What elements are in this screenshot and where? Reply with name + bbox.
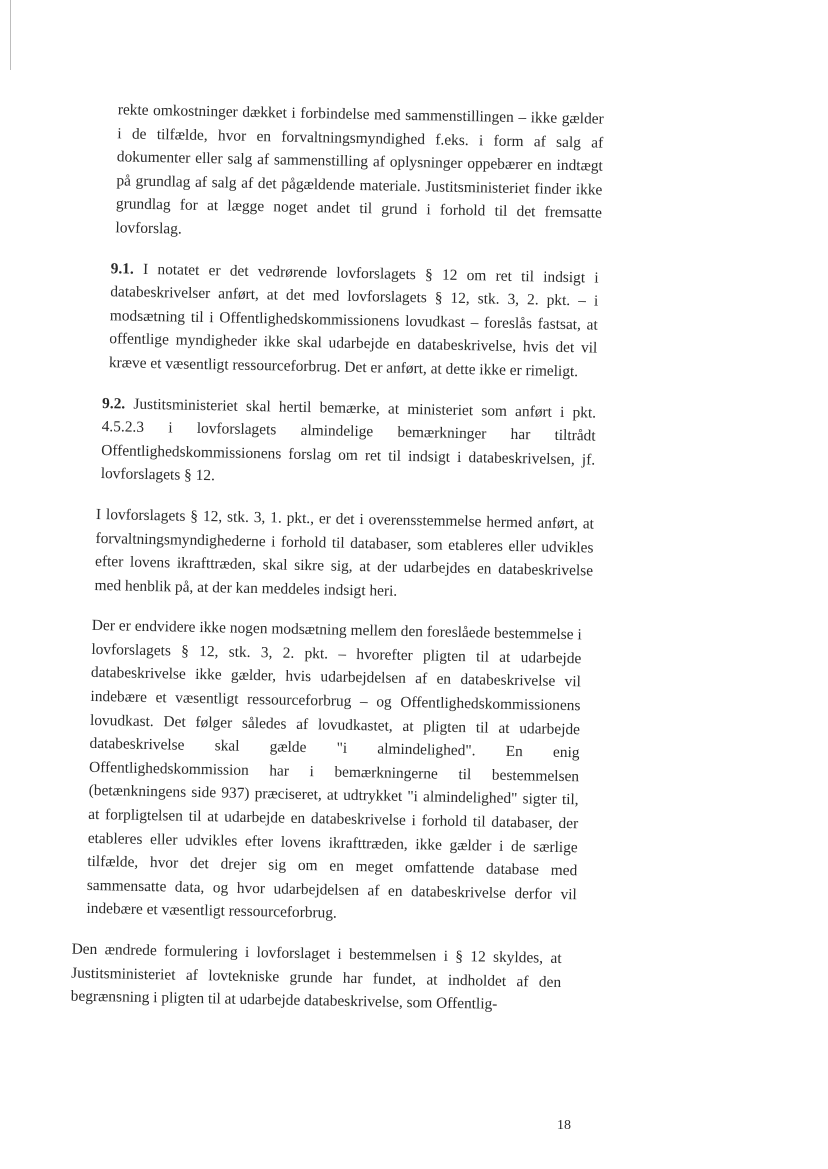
paragraph-9-2: [101, 392, 597, 496]
paragraph-9-1-text: I notatet er det vedrørende lovforslagets § 12 om ret til indsigt i databeskrivelser anført, at det med lovforslagets § 12, stk. 3, 2. pkt. – i modsætning til i Offentlighedskommissionens lovudkast – foreslås fastsat, at offentlige myndigheder ikke skal udarbejde en databeskrivelse, hvis det vil kræve et væsentligt ressourceforbrug. Det er anført, at dette ikke er rimeligt.: [108, 260, 599, 381]
paragraph-1: [115, 98, 604, 249]
paragraph-9-2-text: Justitsministeriet skal hertil bemærke, at ministeriet som anført i pkt. 4.5.2.3 i lovforslagets almindelige bemærkninger har tiltrådt Offentlighedskommissionens forslag om ret til indsigt i databeskrivelsen, jf. lovforslagets § 12.: [100, 395, 597, 485]
paragraph-9-1: [109, 257, 599, 384]
paragraph-6: [71, 938, 562, 1018]
paragraph-4: [94, 503, 594, 607]
paragraph-5-text: Der er endvidere ikke nogen modsætning mellem den foreslåede bestemmelse i lovforslagets § 12, stk. 3, 2. pkt. – hvorefter pligten til at udarbejde databeskrivelse ikke gælder, hvis udarbejdelsen af en databeskrivelse vil indebære et væsentligt ressourceforbrug – og Offentlighedskommissionens lovudkast. Det følger således af lovudkastet, at pligten til at udarbejde databeskrivelse skal gælde "i almindelighed". En enig Offentlighedskommission har i bemærkningerne til bestemmelsen (betænkningens side 937) præciseret, at udtrykket "i almindelighed" sigter til, at forpligtelsen til at udarbejde en databeskrivelse i forhold til databaser, der etableres eller udvikles efter lovens ikrafttræden, ikke gælder i de særlige tilfælde, hvor det drejer sig om en meget omfattende database med sammensatte data, og hvor udarbejdelsen af en databeskrivelse derfor vil indebære et væsentligt ressourceforbrug.: [86, 617, 582, 923]
paragraph-6-text: Den ændrede formulering i lovforslaget i bestemmelsen i § 12 skyldes, at Justitsministeriet af lovtekniske grunde har fundet, at indholdet af den begrænsning i pligten til at udarbejde databeskrivelse, som Offentlig-: [70, 940, 562, 1013]
section-number-9-2: 9.2.: [101, 394, 126, 413]
margin-line: [10, 0, 11, 70]
section-number-9-1: 9.1.: [110, 259, 134, 278]
paragraph-5: [86, 614, 582, 930]
page-number: 18: [557, 1118, 571, 1133]
document-page: [70, 98, 622, 1019]
paragraph-4-text: I lovforslagets § 12, stk. 3, 1. pkt., er det i overensstemmelse hermed anført, at forvaltningsmyndighederne i forhold til databaser, som etableres eller udvikles efter lovens ikrafttræden, skal sikre sig, at der udarbejdes en databeskrivelse med henblik på, at der kan meddeles indsigt heri.: [94, 505, 595, 600]
paragraph-1-text: rekte omkostninger dækket i forbindelse med sammenstillingen – ikke gælder i de tilfælde, hvor en forvaltningsmyndighed f.eks. i form af salg af dokumenter eller salg af sammenstilling af oplysninger oppebærer en indtægt på grundlag af salg af det pågældende materiale. Justitsministeriet finder ikke grundlag for at lægge noget andet til grund i forhold til det fremsatte lovforslag.: [115, 101, 604, 238]
